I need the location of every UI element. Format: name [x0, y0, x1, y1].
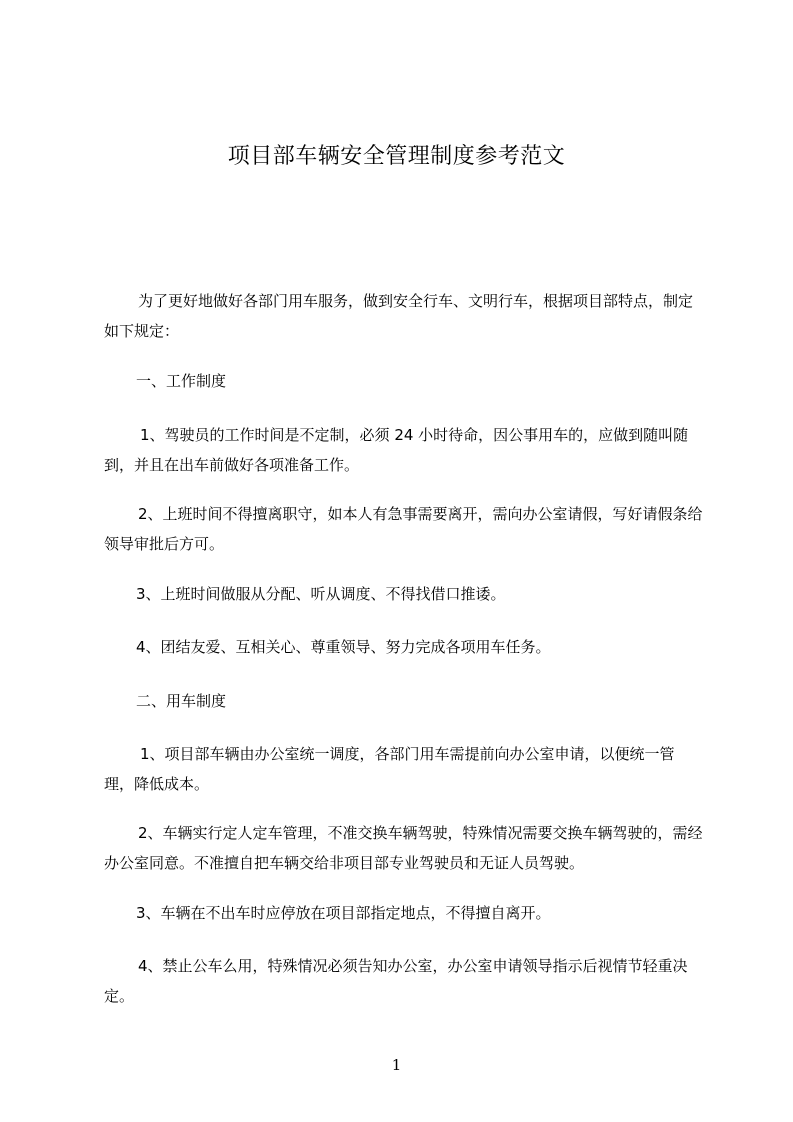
page-number: 1	[391, 1056, 402, 1074]
section-heading-vehicle-rules: 二、用车制度	[136, 692, 227, 710]
vehicle-rule-2: 2、车辆实行定人定车管理，不准交换车辆驾驶，特殊情况需要交换车辆驾驶的，需经办公室同意。不准擅自把车辆交给非项目部专业驾驶员和无证人员驾驶。	[104, 824, 703, 872]
intro-paragraph: 为了更好地做好各部门用车服务，做到安全行车、文明行车，根据项目部特点，制定如下规定：	[104, 292, 694, 340]
section-heading-work-rules: 一、工作制度	[136, 372, 227, 390]
work-rule-4: 4、团结友爱、互相关心、尊重领导、努力完成各项用车任务。	[136, 638, 551, 656]
work-rule-3: 3、上班时间做服从分配、听从调度、不得找借口推诿。	[136, 585, 506, 603]
work-rule-2: 2、上班时间不得擅离职守，如本人有急事需要离开，需向办公室请假，写好请假条给领导审批后方可。	[104, 505, 703, 553]
vehicle-rule-3: 3、车辆在不出车时应停放在项目部指定地点，不得擅自离开。	[136, 904, 551, 922]
work-rule-1: 1、驾驶员的工作时间是不定制，必须 24 小时待命，因公事用车的，应做到随叫随到，并且在出车前做好各项准备工作。	[104, 426, 689, 474]
vehicle-rule-1: 1、项目部车辆由办公室统一调度，各部门用车需提前向办公室申请，以便统一管理，降低成本。	[104, 745, 675, 793]
document-title: 项目部车辆安全管理制度参考范文	[227, 144, 566, 169]
vehicle-rule-4: 4、禁止公车么用，特殊情况必须告知办公室，办公室申请领导指示后视情节轻重决定。	[104, 957, 688, 1005]
